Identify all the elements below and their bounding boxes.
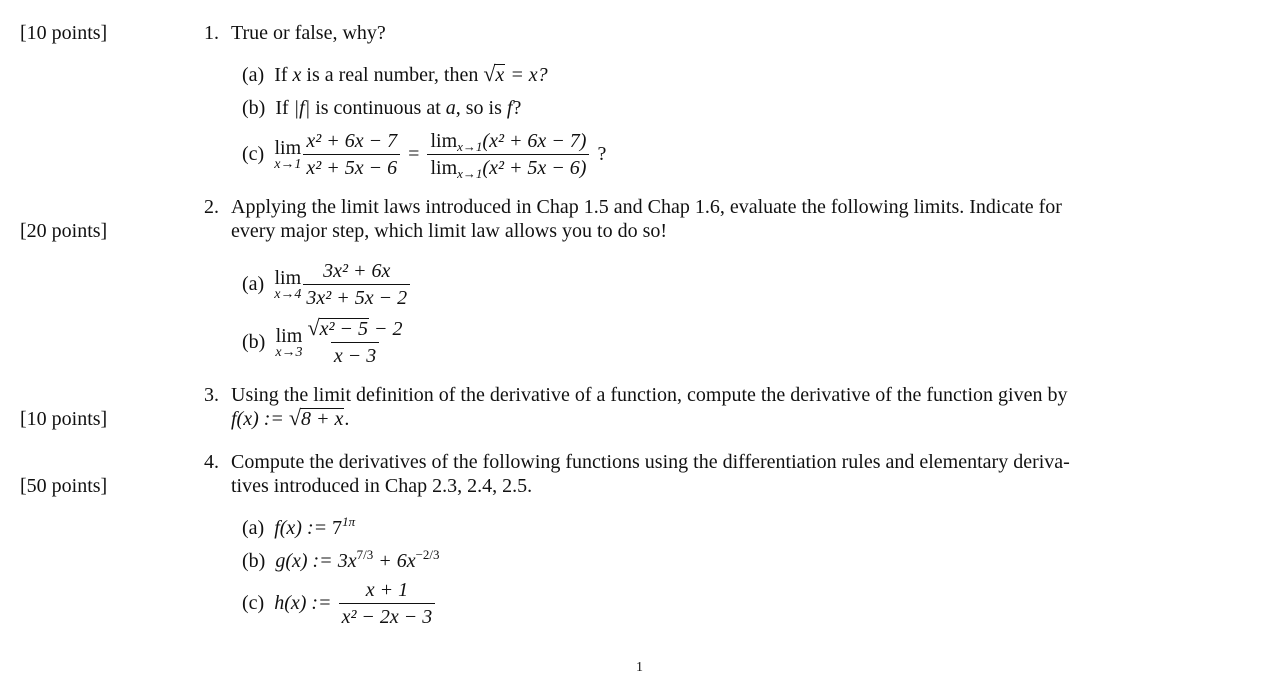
problem-2-points: [20 points] xyxy=(20,220,108,242)
limit-operator: lim x→4 xyxy=(274,266,302,302)
page-number: 1 xyxy=(636,660,643,675)
problem-1b: (b) If |f| is continuous at a, so is f? xyxy=(242,97,522,119)
problem-4c: (c) h(x) := $\frac{x + 1}{\text{x² − 2x − 3}}$ xyxy=(242,577,437,630)
problem-3-function: f(x) := √ 8 + x . xyxy=(231,405,350,430)
problem-4-number: 4. xyxy=(204,451,219,473)
part-label: (a) xyxy=(242,273,265,295)
problem-3-line-1: Using the limit definition of the derivative of a function, compute the derivative of the function given by xyxy=(231,384,1068,406)
problem-3-points: [10 points] xyxy=(20,408,108,430)
part-label: (b) xyxy=(242,331,266,353)
part-label: (a) xyxy=(242,517,265,539)
problem-4b: (b) g(x) := $3x^{7/3} + 6x^{-2/3}$ xyxy=(242,547,440,572)
fraction: $\frac{\text{3x² + 6x}}{\text{3x² + 5x − 2}}$ xyxy=(303,258,410,311)
problem-3-number: 3. xyxy=(204,384,219,406)
problem-2-line-2: every major step, which limit law allows you to do so! xyxy=(231,220,668,242)
problem-2a xyxy=(242,258,412,311)
problem-1c: (c) lim x→1 $\frac{\text{x² + 6x − 7}}{\text{x² + 5x − 6}}$ = $\frac{\lim_{x\to 1}(x^2 + 6x - 7)}{\lim_{x\to 1}(x^2 + 5x - 6)}$ ? xyxy=(242,130,607,181)
part-label: (c) xyxy=(242,592,265,614)
problem-1a: (a) If x is a real number, then √ x = x? xyxy=(242,61,548,86)
limit-operator: lim x→1 xyxy=(274,136,302,172)
problem-1-points: [10 points] xyxy=(20,22,108,44)
sqrt-expression: √ x² − 5 xyxy=(307,315,368,340)
problem-4a: (a) f(x) := $7^{1\pi}$ xyxy=(242,514,356,539)
fraction: $\frac{x + 1}{\text{x² − 2x − 3}}$ xyxy=(339,577,436,630)
sqrt-expression: √ 8 + x xyxy=(288,405,344,430)
limit-operator: lim x→3 xyxy=(275,324,303,360)
part-label: (b) xyxy=(242,97,266,119)
problem-2-number: 2. xyxy=(204,196,219,218)
problem-4-line-1: Compute the derivatives of the following functions using the differentiation rules and elementary deriva- xyxy=(231,451,1070,473)
problem-1-prompt: True or false, why? xyxy=(231,22,386,44)
problem-1-number: 1. xyxy=(204,22,219,44)
part-label: (a) xyxy=(242,64,265,86)
problem-4-points: [50 points] xyxy=(20,475,108,497)
problem-2-line-1: Applying the limit laws introduced in Chap 1.5 and Chap 1.6, evaluate the following limits. Indicate for xyxy=(231,196,1062,218)
problem-4-line-2: tives introduced in Chap 2.3, 2.4, 2.5. xyxy=(231,475,533,497)
fraction-of-limits: $\frac{\lim_{x\to 1}(x^2 + 6x - 7)}{\lim_{x\to 1}(x^2 + 5x - 6)}$ xyxy=(427,128,589,181)
part-label: (c) xyxy=(242,143,265,165)
sqrt-expression: √ x xyxy=(483,61,505,86)
problem-2b xyxy=(242,316,408,369)
part-label: (b) xyxy=(242,550,266,572)
fraction: $\frac{\text{x² + 6x − 7}}{\text{x² + 5x − 6}}$ xyxy=(303,128,400,181)
fraction: √ x² − 5 − 2 x − 3 xyxy=(307,315,403,367)
